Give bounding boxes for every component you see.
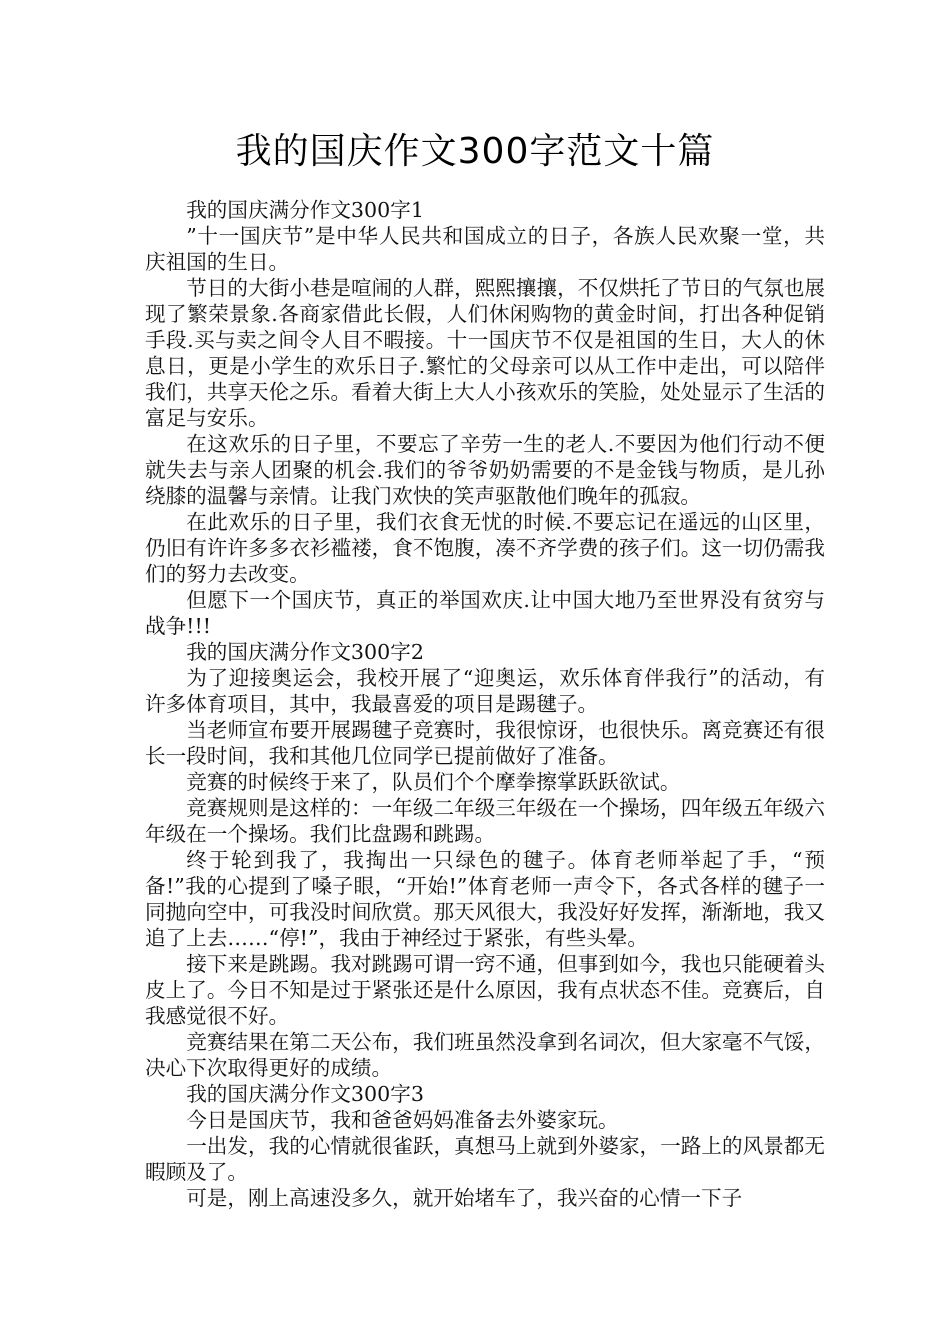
paragraph: 在这欢乐的日子里，不要忘了辛劳一生的老人.不要因为他们行动不便就失去与亲人团聚的机会.我们的爷爷奶奶需要的不是金钱与物质，是儿孙绕膝的温馨与亲情。让我门欢快的笑声驱散他们晚年的孤寂。 xyxy=(145,432,825,508)
paragraph: 为了迎接奥运会，我校开展了“迎奥运，欢乐体育伴我行”的活动，有许多体育项目，其中，我最喜爱的项目是踢毽子。 xyxy=(145,666,825,716)
section-heading-2: 我的国庆满分作文300字2 xyxy=(186,640,424,664)
paragraph: 接下来是跳踢。我对跳踢可谓一窍不通，但事到如今，我也只能硬着头皮上了。今日不知是过于紧张还是什么原因，我有点状态不佳。竞赛后，自我感觉很不好。 xyxy=(145,952,825,1028)
paragraph: 但愿下一个国庆节，真正的举国欢庆.让中国大地乃至世界没有贫穷与战争!!! xyxy=(145,588,825,638)
document-title: 我的国庆作文300字范文十篇 xyxy=(235,131,715,172)
paragraph: 终于轮到我了，我掏出一只绿色的毽子。体育老师举起了手，“预备!”我的心提到了嗓子眼，“开始!”体育老师一声令下，各式各样的毽子一同抛向空中，可我没时间欣赏。那天风很大，我没好好发挥，渐渐地，我又追了上去……“停!”，我由于神经过于紧张，有些头晕。 xyxy=(145,848,825,950)
paragraph: 在此欢乐的日子里，我们衣食无忧的时候.不要忘记在遥远的山区里，仍旧有许许多多衣衫褴褛，食不饱腹，凑不齐学费的孩子们。这一切仍需我们的努力去改变。 xyxy=(145,510,825,586)
paragraph: 节日的大街小巷是喧闹的人群，熙熙攘攘，不仅烘托了节日的气氛也展现了繁荣景象.各商家借此长假，人们休闲购物的黄金时间，打出各种促销手段.买与卖之间令人目不暇接。十一国庆节不仅是祖国的生日，大人的休息日，更是小学生的欢乐日子.繁忙的父母亲可以从工作中走出，可以陪伴我们，共享天伦之乐。看着大街上大人小孩欢乐的笑脸，处处显示了生活的富足与安乐。 xyxy=(145,276,825,430)
paragraph: 竞赛规则是这样的：一年级二年级三年级在一个操场，四年级五年级六年级在一个操场。我们比盘踢和跳踢。 xyxy=(145,796,825,846)
paragraph: 今日是国庆节，我和爸爸妈妈准备去外婆家玩。 xyxy=(186,1108,619,1132)
section-heading-1: 我的国庆满分作文300字1 xyxy=(186,198,424,222)
paragraph: 当老师宣布要开展踢毽子竞赛时，我很惊讶，也很快乐。离竞赛还有很长一段时间，我和其他几位同学已提前做好了准备。 xyxy=(145,718,825,768)
paragraph: 一出发，我的心情就很雀跃，真想马上就到外婆家，一路上的风景都无暇顾及了。 xyxy=(145,1134,825,1184)
paragraph: 可是，刚上高速没多久，就开始堵车了，我兴奋的心情一下子 xyxy=(186,1186,743,1210)
paragraph: 竞赛结果在第二天公布，我们班虽然没拿到名词次，但大家毫不气馁，决心下次取得更好的成绩。 xyxy=(145,1030,825,1080)
section-heading-3: 我的国庆满分作文300字3 xyxy=(186,1082,424,1106)
paragraph: 竞赛的时候终于来了，队员们个个摩拳擦掌跃跃欲试。 xyxy=(186,770,681,794)
document-body xyxy=(145,197,825,1211)
paragraph: ”十一国庆节”是中华人民共和国成立的日子，各族人民欢聚一堂，共庆祖国的生日。 xyxy=(145,224,825,274)
